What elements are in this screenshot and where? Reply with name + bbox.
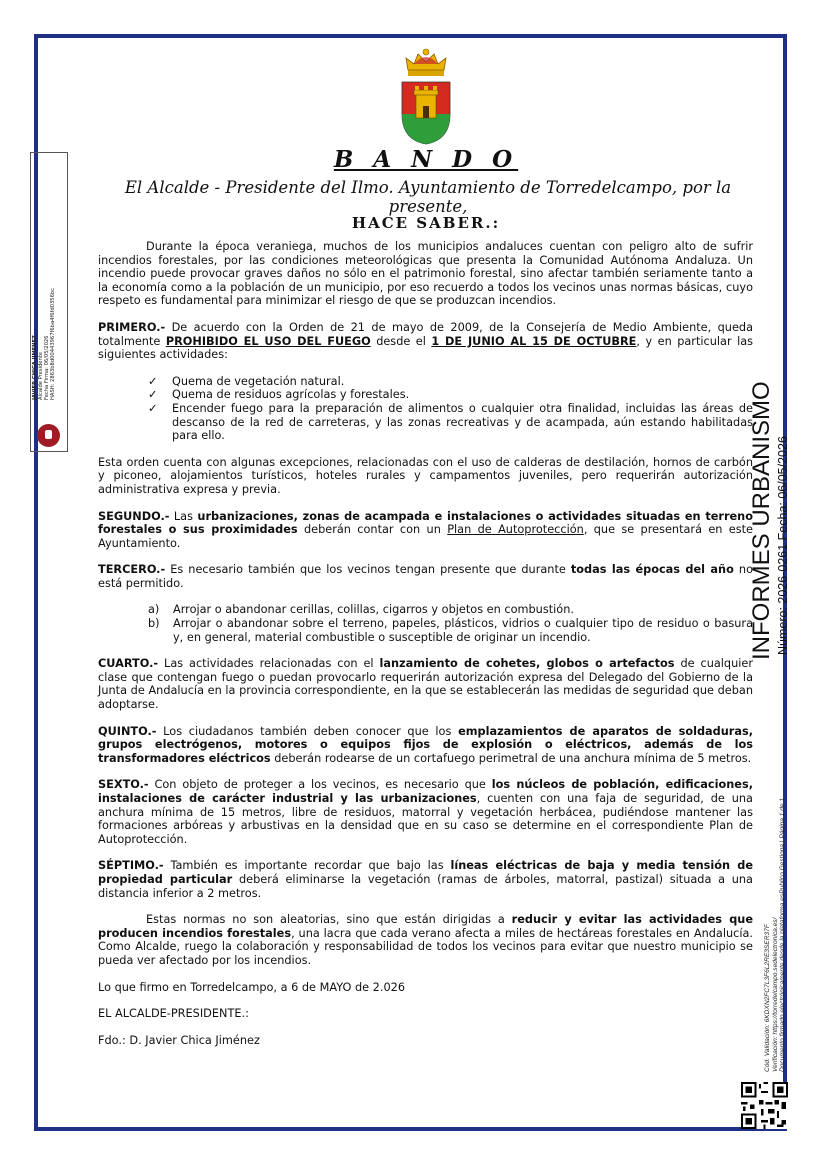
primero-label: PRIMERO.- [98,320,166,334]
tercero-text-1: Es necesario también que los vecinos tengan presente que durante [165,563,571,577]
registry-stamp-title: INFORMES URBANISMO [748,381,775,660]
sexto-text-2: , cuenten con una faja de seguridad, de una anchura mínima de 15 metros, libre de residuos, matorral y vegetación herbácea, pudiéndose mantener las formaciones arbóreas y arbustivas en la densidad que en su caso se determine en el correspondiente Plan de Autoprotección. [98,792,753,846]
quinto-label: QUINTO.- [98,724,157,738]
list-item [148,375,753,389]
tercero-label: TERCERO.- [98,563,166,577]
cierre-bold: reducir y evitar las actividades que producen incendios forestales [98,913,753,940]
tercero-list [98,603,753,644]
septimo-bold: líneas eléctricas de baja y media tensión de propiedad particular [98,859,753,886]
list-item-text: Arrojar o abandonar cerillas, colillas, cigarros y objetos en combustión. [173,603,574,617]
list-item [148,402,753,443]
primero-activities-list [98,375,753,443]
segundo-text-3: , que se presentará en este Ayuntamiento. [98,523,754,550]
list-marker: a) [148,603,160,617]
quinto-paragraph [98,725,753,766]
segundo-bold: urbanizaciones, zonas de acampada e instalaciones o actividades situadas en terreno forestales o sus proximidades [98,509,753,537]
document-title: B A N D O [333,146,519,173]
periodo-prohibicion: 1 DE JUNIO AL 15 DE OCTUBRE [431,334,637,348]
list-item [148,388,753,402]
excepciones-paragraph: Esta orden cuenta con algunas excepciones, relacionadas con el uso de calderas de destilación, hornos de carbón y piconeo, alojamientos turísticos, hoteles rurales y campamentos juveniles, pero requerirán autorización administrativa expresa y previa. [98,455,753,496]
checkmark-icon: ✓ [148,374,158,388]
signer-name: JAVIER CHICA JIMENEZ [32,335,38,400]
signature-place-date: Lo que firmo en Torredelcampo, a 6 de MAYO de 2.026 [98,980,406,994]
cierre-text-2: , una lacra que cada verano afecta a miles de hectáreas forestales en Andalucía. Como Alcalde, ruego la colaboración y responsabilidad de todos los vecinos para evitar que nuestro municipio se pueda ver afectado por los incendios. [98,926,753,967]
coat-of-arms-icon [398,48,454,148]
signature-title: EL ALCALDE-PRESIDENTE.: [98,1007,249,1021]
list-item-text: Encender fuego para la preparación de alimentos o cualquier otra finalidad, incluidas las áreas de descanso de la red de carreteras, y las zonas recreativas y de acampada, aún estando habilitadas para ello. [172,401,753,443]
plan-autoproteccion: Plan de Autoprotección [447,523,584,537]
list-item [148,617,753,644]
tercero-paragraph [98,563,753,590]
document-body [98,240,753,1060]
platform-notice: Documento firmado electrónicamente desde la plataforma esPublico Gestiona | Página 1 de 1 [779,797,786,1072]
intro-paragraph: Durante la época veraniega, muchos de los municipios andaluces cuentan con peligro alto de sufrir incendios forestales, por las condiciones meteorológicas que presenta la Comunidad Autónoma Andaluza. Un incendio puede provocar graves daños no sólo en el patrimonio forestal, sino afectar también seriamente tanto a la economía como a la población de un municipio, por eso recuerdo a todos los vecinos unas normas básicas, cuyo respeto es fundamental para minimizar el riesgo de que se produzcan incendios. [98,240,753,308]
quinto-text-1: Los ciudadanos también deben conocer que los [156,724,459,738]
septimo-label: SÉPTIMO.- [98,859,164,873]
document-subtitle: El Alcalde - Presidente del Ilmo. Ayuntamiento de Torredelcampo, por la presente, [124,178,732,216]
quinto-bold: emplazamientos de aparatos de soldaduras, grupos electrógenos, motores o equipos fijos de explosión o eléctricos, además de los transformadores eléctricos [98,724,754,765]
segundo-label: SEGUNDO.- [98,509,170,523]
list-marker: b) [148,617,160,631]
list-item-text: Quema de residuos agrícolas y forestales. [172,388,410,402]
cuarto-paragraph [98,657,753,711]
segundo-text-2: deberán contar con un [297,523,448,537]
cuarto-bold: lanzamiento de cohetes, globos o artefactos [379,657,675,671]
primero-text-1: De acuerdo con la Orden de 21 de mayo de 2009, de la Consejería de Medio Ambiente, queda totalmente [98,320,753,348]
segundo-paragraph [98,510,753,551]
signature-hash: HASH: 2863b8d00443967f6ba4f6fd0356bc [50,287,56,400]
tercero-bold: todas las épocas del año [570,563,734,577]
verification-text [764,722,794,1072]
septimo-text-2: deberá eliminarse la vegetación (ramas de árboles, matorral, pastizal) situada a una distancia inferior a 2 metros. [98,872,753,900]
signature-name: Fdo.: D. Javier Chica Jiménez [98,1033,260,1047]
cierre-text-1: Estas normas no son aleatorias, sino que están dirigidas a [146,913,512,927]
checkmark-icon: ✓ [148,388,158,402]
sexto-paragraph [98,778,753,846]
signer-role: Alcalde Presidente [38,352,44,400]
signature-date: Fecha Firma: 06/05/2026 [44,335,50,400]
sexto-text-1: Con objeto de proteger a los vecinos, es necesario que [148,778,492,792]
primero-paragraph [98,321,753,362]
primero-text-3: , y en particular las siguientes actividades: [98,334,754,362]
cuarto-label: CUARTO.- [98,657,159,671]
verification-url: Verificación: https://torredelcampo.sedelectronica.es/ [771,917,779,1072]
septimo-text-1: También es importante recordar que bajo las [163,859,451,873]
list-item [148,603,753,617]
quinto-text-2: deberán rodearse de un cortafuego perimetral de una anchura mínima de 5 metros. [270,751,752,765]
validation-code: Cód. Validación: 6KDXN2FC7L3F6L2RE3SER37F [764,924,771,1072]
hace-saber-heading: HACE SABER.: [351,214,501,232]
municipal-seal-icon [37,424,60,447]
checkmark-icon: ✓ [148,401,158,415]
list-item-text: Quema de vegetación natural. [172,374,345,388]
sexto-label: SEXTO.- [98,778,149,792]
primero-text-2: desde el [370,334,432,348]
closing-paragraph [98,913,753,967]
prohibido-uso-fuego: PROHIBIDO EL USO DEL FUEGO [165,334,371,348]
qr-code-icon[interactable] [741,1082,788,1129]
list-item-text: Arrojar o abandonar sobre el terreno, papeles, plásticos, vidrios o cualquier tipo de residuo o basura y, en general, material combustible o susceptible de originar un incendio. [173,617,753,644]
registry-number-date: Número: 2026-0261 Fecha: 06/05/2026 [776,436,790,655]
cuarto-text-1: Las actividades relacionadas con el [158,657,380,671]
cuarto-text-2: de cualquier clase que contengan fuego o puedan provocarlo requerirán autorización expresa del Delegado del Gobierno de la Junta de Andalucía en la provincia correspondiente, en la que se establecerán las medidas de seguridad que deban adoptarse. [98,657,753,712]
tercero-text-2: no está permitido. [98,563,753,590]
segundo-text-1: Las [169,509,198,523]
signature-stamp-text [32,260,68,400]
septimo-paragraph [98,859,753,900]
sexto-bold: los núcleos de población, edificaciones, instalaciones de carácter industrial y las urbanizaciones [98,778,753,805]
